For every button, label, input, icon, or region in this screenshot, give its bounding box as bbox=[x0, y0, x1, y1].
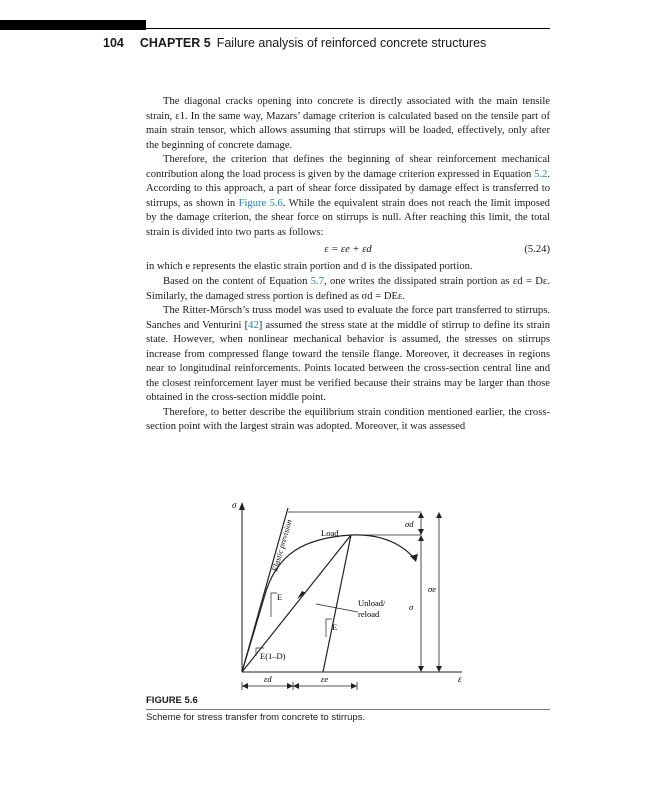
load-label: Load bbox=[321, 528, 339, 538]
paragraph-2 bbox=[146, 153, 550, 240]
paragraph-5-part-b: ] assumed the stress state at the middle of stirrup to define its strain state. However, when nonlinear mechanical behavior is assumed, the stresses on stirrups increase from compressed flange toward the tensile flange. Moreover, it decreases in regions near to longitudinal reinforcements. Points located between the cross-section central line and the closest reinforcement layer must be verified because their strains may be larger than those obtained in the cross-section middle point. bbox=[146, 319, 551, 404]
sigma-axis-arrow bbox=[239, 502, 245, 510]
sigma-d-label: σd bbox=[405, 519, 414, 529]
equation-row bbox=[146, 242, 550, 258]
E-damaged-label: E(1–D) bbox=[260, 651, 286, 661]
body-text bbox=[146, 95, 550, 435]
figure-caption: Scheme for stress transfer from concrete to stirrups. bbox=[146, 712, 366, 723]
elastic-prevision-label: Elastic prevision bbox=[270, 518, 294, 573]
sigma-arrow-top bbox=[418, 535, 424, 541]
paragraph-4 bbox=[146, 275, 550, 304]
equation-number: (5.24) bbox=[524, 244, 550, 256]
eps-e-arrow-right bbox=[351, 683, 357, 689]
page-number: 104 bbox=[103, 36, 124, 50]
paragraph-5-part-a: The Ritter-Mörsch’s truss model was used to evaluate the force part transferred to stirrups. Sanches and Venturini [ bbox=[146, 305, 550, 331]
paragraph-3: in which e represents the elastic strain portion and d is the dissipated portion. bbox=[146, 261, 473, 273]
eps-e-label: εe bbox=[321, 674, 329, 684]
caption-rule bbox=[146, 709, 550, 710]
paragraph-1: The diagonal cracks opening into concrete is directly associated with the main tensile strain, ε1. In the same way, Mazars’ damage criterion is calculated based on the tensile part of main strain tensor, which allows assuming that stirrups will be loaded, effectively, only after the beginning of concrete damage. bbox=[146, 96, 550, 151]
eps-d-arrow-left bbox=[242, 683, 248, 689]
sigma-label: σ bbox=[409, 602, 414, 612]
figure-link[interactable]: Figure 5.6 bbox=[238, 197, 283, 209]
sigma-e-label: σe bbox=[428, 584, 436, 594]
sigma-e-arrow-bottom bbox=[436, 666, 442, 672]
paragraph-5 bbox=[146, 304, 550, 406]
reference-link[interactable]: 42 bbox=[248, 319, 259, 331]
chapter-title: Failure analysis of reinforced concrete structures bbox=[216, 36, 487, 50]
equation: ε = εe + εd bbox=[324, 244, 372, 256]
running-header bbox=[103, 36, 486, 50]
paragraph-2-part-a: Therefore, the criterion that defines the beginning of shear reinforcement mechanical contribution along the load process is given by the damage criterion expressed in Equation bbox=[146, 154, 550, 180]
figure-diagram bbox=[146, 490, 550, 695]
equation-link[interactable]: 5.7 bbox=[310, 276, 324, 288]
header-bar bbox=[0, 20, 146, 30]
eps-axis-label: ε bbox=[458, 674, 462, 684]
sigma-d-arrow-bottom bbox=[418, 529, 424, 535]
chapter-number: CHAPTER 5 bbox=[139, 36, 211, 50]
paragraph-2-part-b: . According to this approach, a part of shear force dissipated by damage effect is transferred to stirrups, as shown in bbox=[146, 168, 550, 209]
eps-e-arrow-left bbox=[293, 683, 299, 689]
eps-d-arrow-right bbox=[287, 683, 293, 689]
paragraph-4-part-b: , one writes the dissipated strain portion as εd = Dε. Similarly, the damaged stress portion is defined as σd = DEε. bbox=[146, 276, 551, 302]
sigma-d-arrow-top bbox=[418, 512, 424, 518]
unload-label-line1: Unload/ bbox=[358, 598, 386, 608]
E-label: E bbox=[277, 592, 283, 602]
damaged-secant bbox=[242, 535, 351, 672]
E-unload-label: E bbox=[332, 622, 338, 632]
equation-link[interactable]: 5.2 bbox=[534, 168, 548, 180]
figure-label: FIGURE 5.6 bbox=[146, 695, 198, 706]
paragraph-6: Therefore, to better describe the equilibrium strain condition mentioned earlier, the cross-section point with the largest strain was adopted. Moreover, it was assessed bbox=[146, 406, 550, 433]
sigma-axis-label: σ bbox=[232, 500, 237, 510]
paragraph-2-part-c: . While the equivalent strain does not reach the limit imposed by the damage criterion, the shear force on stirrups is null. After reaching this limit, the total strain is divided into two parts as follows: bbox=[146, 197, 550, 238]
header-rule bbox=[146, 28, 550, 29]
sigma-e-arrow-top bbox=[436, 512, 442, 518]
unload-line bbox=[323, 535, 351, 672]
sigma-arrow-bottom bbox=[418, 666, 424, 672]
eps-d-label: εd bbox=[264, 674, 272, 684]
unload-label-line2: reload bbox=[358, 609, 380, 619]
paragraph-4-part-a: Based on the content of Equation bbox=[163, 276, 311, 288]
